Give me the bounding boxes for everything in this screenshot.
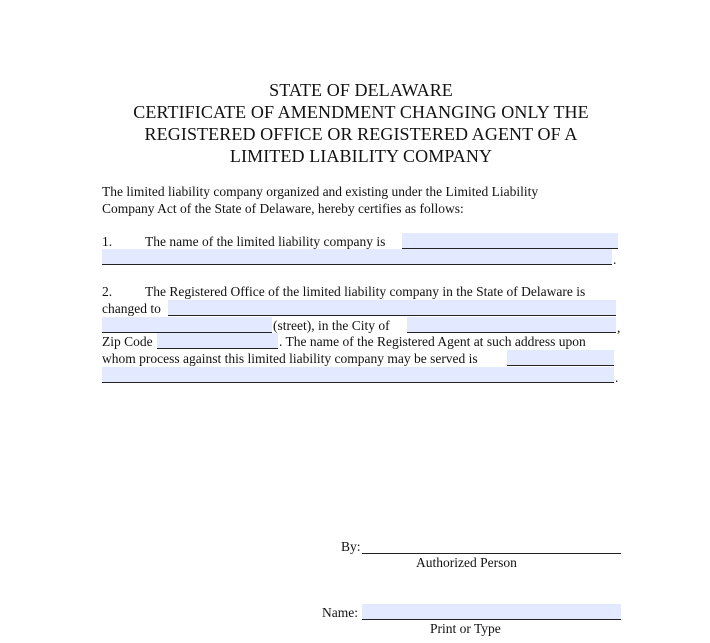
city-field[interactable] (407, 317, 616, 333)
street-label: (street), in the City of (273, 318, 390, 333)
item-1-text: The name of the limited liability company is (145, 234, 386, 249)
print-or-type-caption: Print or Type (430, 621, 501, 636)
agent-text-1: . The name of the Registered Agent at such address upon (279, 334, 586, 349)
item-2-line-1: The Registered Office of the limited liability company in the State of Delaware is (145, 284, 586, 299)
intro-line-2: Company Act of the State of Delaware, hereby certifies as follows: (102, 201, 464, 216)
name-label: Name: (322, 605, 358, 620)
document-title-line-2: CERTIFICATE OF AMENDMENT CHANGING ONLY THE (133, 102, 589, 122)
registered-agent-field[interactable] (507, 350, 614, 366)
item-1-number: 1. (102, 234, 113, 249)
signature-line[interactable] (362, 538, 621, 554)
by-label: By: (341, 539, 361, 554)
agent-text-2: whom process against this limited liability company may be served is (102, 351, 478, 366)
city-comma: , (617, 320, 621, 335)
intro-line-1: The limited liability company organized and existing under the Limited Liability (102, 184, 539, 199)
item-2-number: 2. (102, 284, 113, 299)
street-field[interactable] (102, 317, 272, 333)
company-name-field-line-2[interactable] (102, 249, 612, 265)
company-name-field[interactable] (402, 233, 618, 249)
authorized-person-caption: Authorized Person (416, 555, 517, 570)
document-title-line-4: LIMITED LIABILITY COMPANY (229, 146, 493, 166)
item-1-end-punct: . (613, 252, 617, 267)
registered-office-field[interactable] (168, 300, 616, 316)
document-title-line-3: REGISTERED OFFICE OR REGISTERED AGENT OF A (144, 124, 578, 144)
registered-agent-field-line-2[interactable] (102, 367, 614, 383)
printed-name-field[interactable] (362, 604, 621, 620)
zip-code-field[interactable] (157, 333, 278, 349)
zip-code-label: Zip Code (102, 334, 153, 349)
changed-to-label: changed to (102, 301, 161, 316)
item-2-end-punct: . (615, 370, 619, 385)
document-title-line-1: STATE OF DELAWARE (269, 80, 453, 100)
